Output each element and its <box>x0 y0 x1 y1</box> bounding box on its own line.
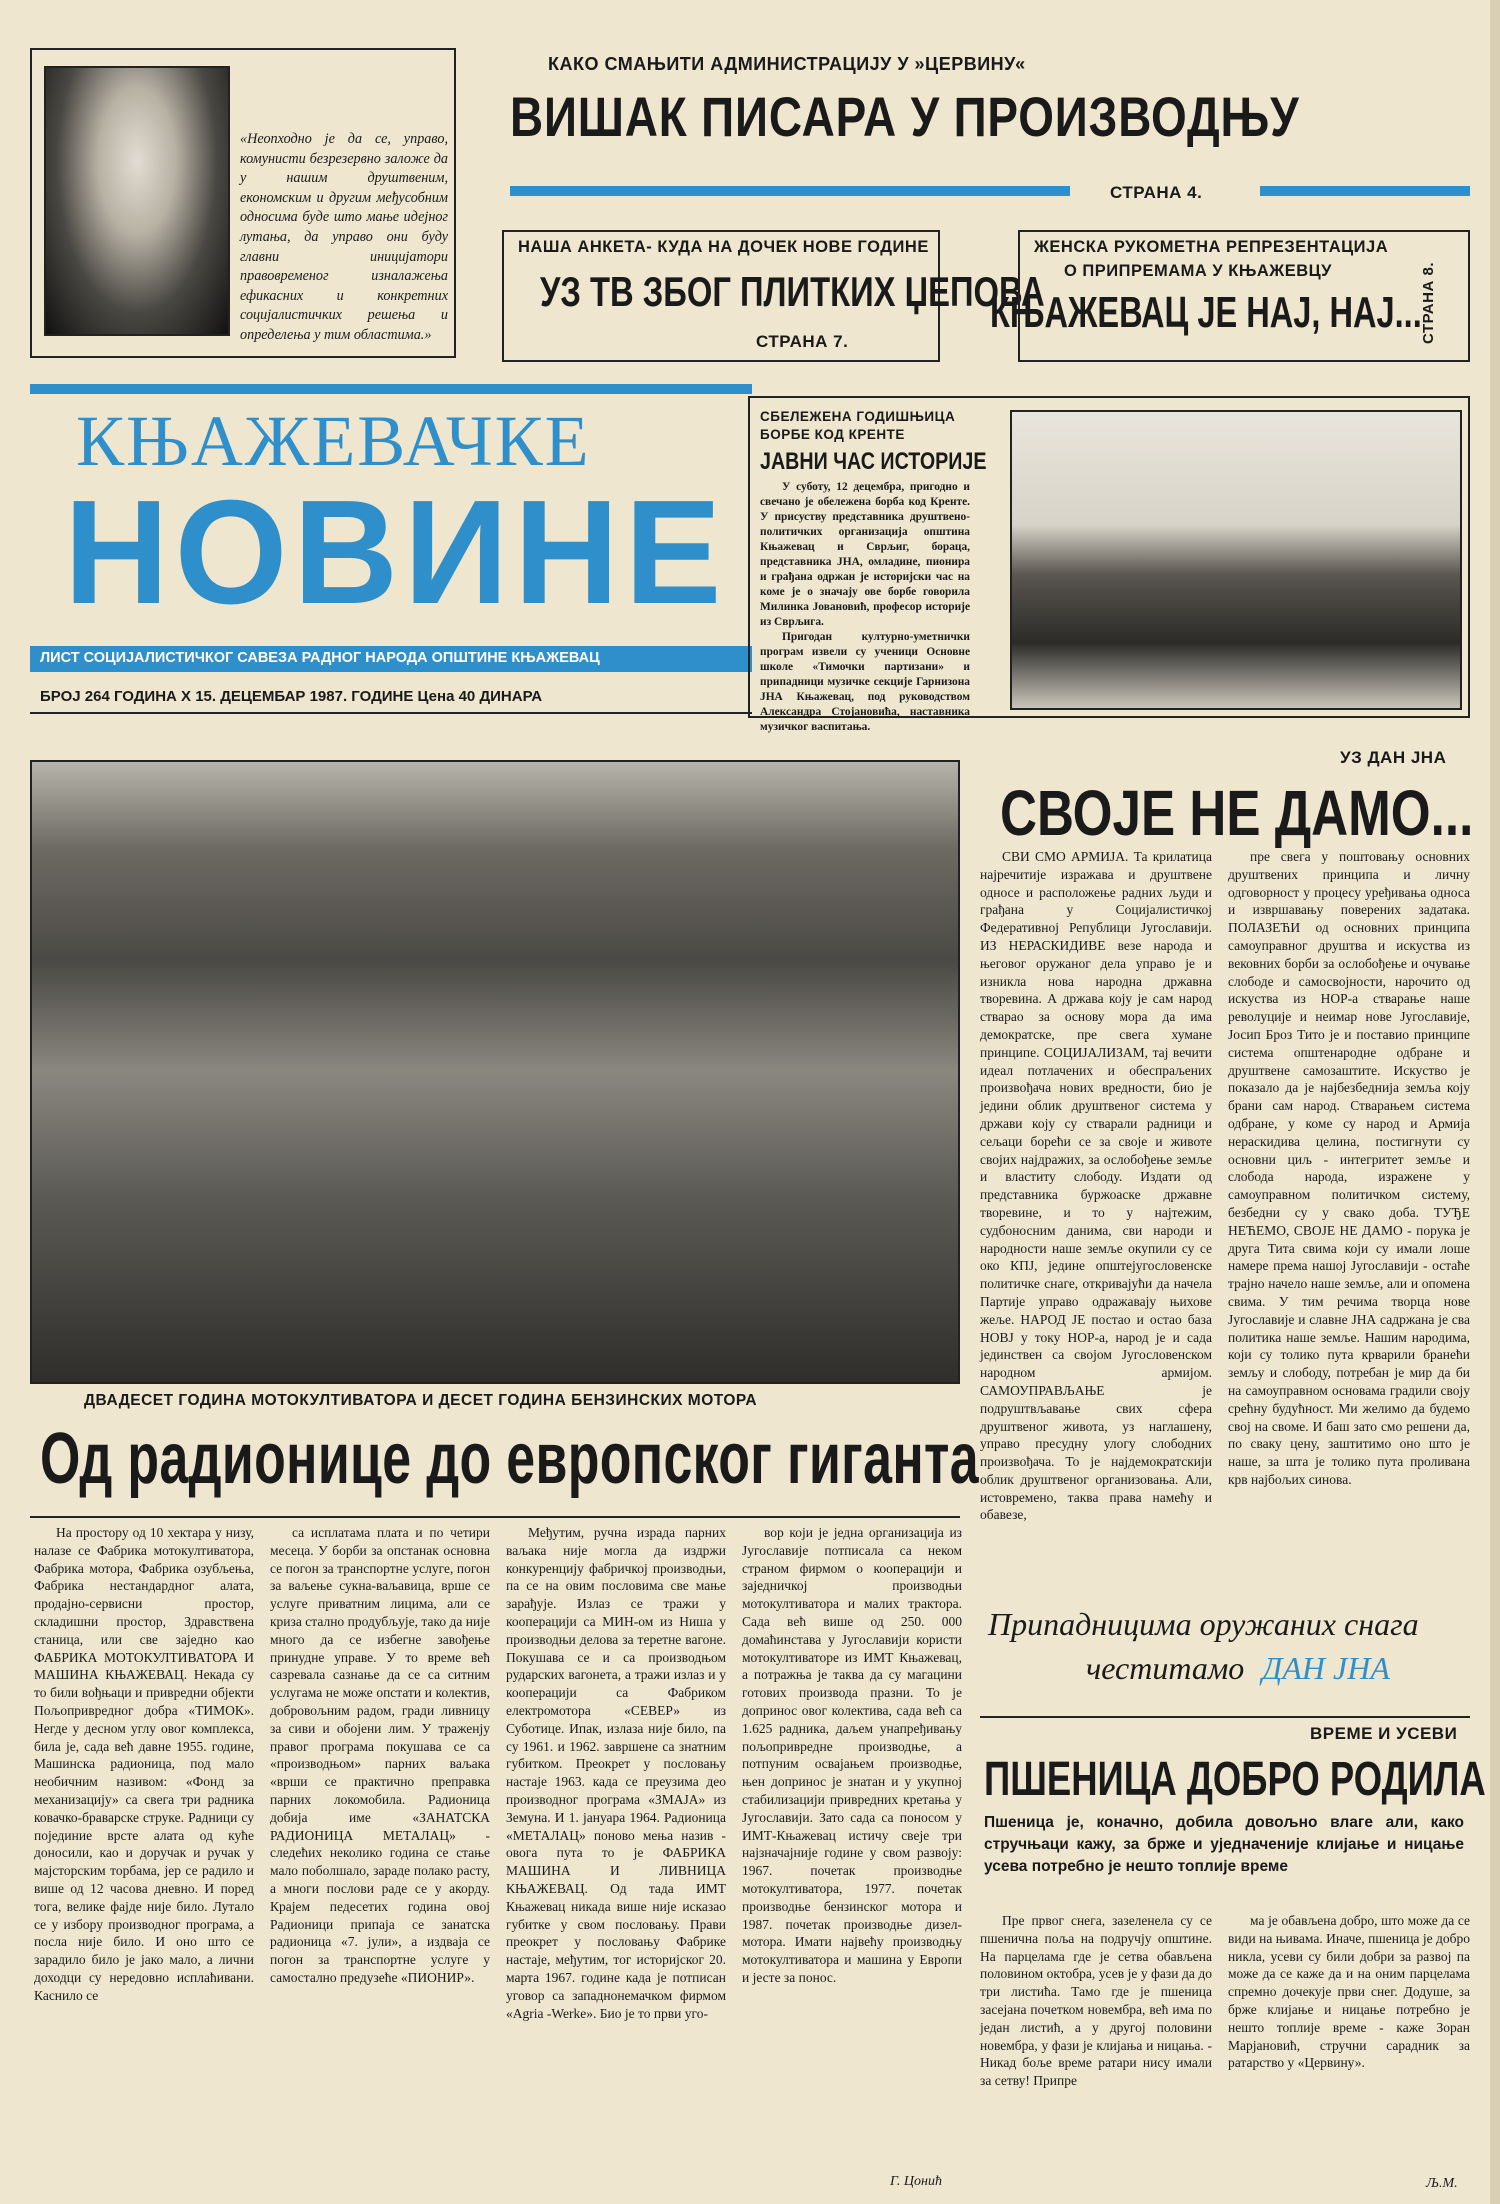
wheat-top-rule <box>980 1716 1470 1718</box>
history-photo <box>1010 410 1462 710</box>
jna-title: СВОЈЕ НЕ ДАМО... <box>1000 777 1474 849</box>
factory-author: Г. Цонић <box>890 2174 942 2189</box>
greeting-line2: честитамо <box>1086 1650 1245 1686</box>
history-body-p2: Пригодан културно-уметнички програм извели су ученици Основне школе «Тимочки партизани» и припадници музичке секције Гарнизона ЈНА Књажевац, под руководством Александра Стојановића, наставника музичког васпитања. <box>760 631 970 733</box>
teaser-handball-title: КЊАЖЕВАЦ ЈЕ НАЈ, НАЈ... <box>990 288 1422 337</box>
wheat-title: ПШЕНИЦА ДОБРО РОДИЛА <box>984 1753 1486 1806</box>
headline-top-bar-right <box>1260 186 1470 196</box>
jna-col-2 <box>1228 848 1470 1574</box>
jna-col-2-text: пре свега у поштовању основних друштвених принципа и личну одговорност у процесу уређивања односа и извршавању поверених задатака. ПОЛАЗЕЋИ од основних принципа самоуправног друштва и искуства из вековних борби за ослобођење и очување слободе и самосвојности, нарочито од искуства из НОР-а стварање наше револуције и неимар нове Југославије, Јосип Броз Тито је и поставио принципе система општенародне одбране и друштвене самозаштите. Искуство је показало да је најбезбеднија земља коју брани сам народ. Стварањем система одбране, у коме су народ и Армија нераскидива целина, постигнути су основни циљ - интегритет земље и слобода народа, изражене у самоуправном политичком систему, безбедни су у свако доба. ТУЂЕ НЕЋЕМО, СВОЈЕ НЕ ДАМО - порука је друга Тита свима који су имали лоше намере према нашој Југославији - остаће трајно начело наше земље, али и опомена свима. У тим речима творца нове Југославије и славне ЈНА садржана је сва политика наше земље. Нашим народима, који су толико пута крварили бранећи земљу и слободу, потребан је мир да би на самоуправном основама градили своју срећну будућност. Ми желимо да будемо свој на своме. И баш зато смо решени да, по сваку цену, заштитимо оно што је наше, за шта је толико пута проливана крв најбољих синова. <box>1228 849 1470 1487</box>
wheat-col-2-text: ма је обављена добро, што може да се види на њивама. Иначе, пшеница је добро никла, усеви су били добри за развој па може да се каже да и на оним парцелама спремно дочекује први снег. Додуше, за брже клијање и ницање потребно је нешто топлије време - каже Зоран Марјановић, стручни сарадник за ратарство у «Цервину». <box>1228 1913 1470 2071</box>
factory-col-2 <box>270 1524 490 2196</box>
teaser-tv-kicker: НАША АНКЕТА- КУДА НА ДОЧЕК НОВЕ ГОДИНЕ <box>518 238 929 256</box>
greeting-highlight: ДАН ЈНА <box>1262 1650 1390 1686</box>
masthead-subtitle: ЛИСТ СОЦИЈАЛИСТИЧКОГ САВЕЗА РАДНОГ НАРОДА ОПШТИНЕ КЊАЖЕВАЦ <box>40 650 600 666</box>
history-body <box>760 480 970 733</box>
factory-col-1 <box>34 1524 254 2196</box>
factory-caption: ДВАДЕСЕТ ГОДИНА МОТОКУЛТИВАТОРА И ДЕСЕТ ГОДИНА БЕНЗИНСКИХ МОТОРА <box>84 1392 758 1409</box>
quote-text: «Неопходно је да се, управо, комунисти безрезервно заложе да у нашим друштвеним, економским и другим међусобним односима буде што мање идејног лутања, да управо они буду главни иницијатори правовременог изналажења ефикасних и конкретних социјалистичких решења и определења у тим областима.» <box>240 131 448 343</box>
jna-col-1-text: СВИ СМО АРМИЈА. Та крилатица најречитије изражава и друштвене односе и расположење радних људи и грађана у Социјалистичкој Федеративној Републици Југославији. ИЗ НЕРАСКИДИВЕ везе народа и његовог оружаног дела управо је и изникла нова народна државна творевина. А држава коју је сам народ стварао за основу мора да има демократске, пре свега хумане принципе. СОЦИЈАЛИЗАМ, тај вечити идеал потлачених и обеспраљених произвођача нових вредности, био је једини облик друштвеног система у држави коју су стварали радници и сељаци борећи се за своје и животе својих најдражих, за ослобођење земље и властиту слободу. Издати од представника буржоаске државне творевине, и то у најтежим, судбоносним данима, сви народи и народности наше земље окупили су се око КПЈ, једине општејугословенске политичке снаге, откривајући да начела Партије управо одражавају њихове жеље. НАРОД ЈЕ постао и остао база НОВЈ у току НОР-а, народ је и сада јединствен са својом Југословенском народном армијом. САМОУПРАВЉАЊЕ је подруштвљавање свих сфера друштвеног живота, уз наглашену, управо пресудну улогу слободних произвођача. То је најдемократскији облик друштвеног организовања. Али, истовремено, таква права намећу и обавезе, <box>980 849 1212 1523</box>
headline-top-page: СТРАНА 4. <box>1110 183 1203 202</box>
factory-col-3-text: Међутим, ручна израда парних ваљака није могла да издржи конкуренцију фабричкој производњи, па се на овим пословима све мање зарађује. Излаз се тражи у кооперацији са МИН-ом из Ниша у производњи делова за теретне вагоне. Покушава се и са производњом рударских вагонета, а тражи излаз и у кооперацији са Фабриком електромотора «СЕВЕР» из Суботице. Ипак, излаза није било, па су 1961. и 1962. завршене са знатним губитком. Преокрет у пословању настаје 1963. када се преузима део производног програма «ЗМАЈА» из Земуна. И 1. јануара 1964. Радионица «МЕТАЛАЦ» поново мења назив - овога пута то је ФАБРИКА МАШИНА И ЛИВНИЦА КЊАЖЕВАЦ. Од тада ИМТ Књажевац никада више није исказао губитке у свом пословању. Прави преокрет у пословању Фабрике настаје, међутим, тог историјског 20. марта 1967. године када је потписан уговор са западнонемачком фирмом «Agria -Werke». Био је то први уго- <box>506 1525 726 2021</box>
wheat-col-2 <box>1228 1912 1470 2162</box>
factory-title: Од радионице до европског гиганта <box>40 1419 979 1499</box>
wheat-author: Љ.М. <box>1426 2176 1458 2191</box>
teaser-tv-page: СТРАНА 7. <box>756 332 849 351</box>
masthead-title-main: НОВИНЕ <box>64 470 728 635</box>
factory-col-4-text: вор који је једна организација из Југославије потписала са неком страном фирмом о кооперацији и заједничкој производњи мотокултиватора и малих трактора. Сада већ више од 250. 000 домаћинстава у Југославији користи мотокултиваторе из ИМТ Књажевац, а потражња је таква да су магацини готових производа празни. То је допринос овог колектива, сада већ са 1.625 радника, даљем унапређивању пољопривредне производње, а потпуним осваjањем производње, њен допринос је знатан и у укупној стабилизацији привредних кретања у Југославији. Зато сада са поносом у ИМТ-Књажевац истичу свеје три најзначајније године у свом развоју: 1967. почетак производње мотокултиватора, 1977. почетак производње бензинског мотора и 1987. почетак производње дизел-мотора. Имати највећу производњу мотокултиватора и машина у Европи и јесте за понос. <box>742 1525 962 1985</box>
teaser-handball-kicker1: ЖЕНСКА РУКОМЕТНА РЕПРЕЗЕНТАЦИЈА <box>1034 238 1389 256</box>
masthead-title-top: КЊАЖЕВАЧКЕ <box>76 401 591 481</box>
jna-col-1 <box>980 848 1212 1574</box>
jna-kicker: УЗ ДАН ЈНА <box>1340 748 1447 767</box>
headline-top-kicker: КАКО СМАЊИТИ АДМИНИСТРАЦИЈУ У »ЦЕРВИНУ« <box>548 54 1026 74</box>
masthead-issue-line: БРОЈ 264 ГОДИНА Х 15. ДЕЦЕМБАР 1987. ГОДИНЕ Цена 40 ДИНАРА <box>40 688 543 705</box>
page-edge <box>1490 0 1500 2204</box>
factory-col-3 <box>506 1524 726 2196</box>
history-kicker: СБЕЛЕЖЕНА ГОДИШЊИЦА БОРБЕ КОД КРЕНТЕ <box>760 409 956 442</box>
history-body-p1: У суботу, 12 децембра, пригодно и свечано је обележена борба код Кренте. У присуству представника друштвено-политичких организација општина Књажевац и Сврљиг, бораца, представника ЈНА, омладине, пионира и грађана одржан је историјски час на коме је о значају ове борбе говорила Милинка Јовановић, професор историје из Сврљига. <box>760 481 970 628</box>
wheat-col-1-text: Пре првог снега, зазеленела су се пшенична поља на подручју општине. На парцелама где је сетва обављена половином октобра, усев је у фази да до три листића. Тамо где је пшеница засејана почетком новембра, већ има по један листић, а у другој половини новембра, у фази је клијања и ницања. - Никад боље време ратари нису имали за сетву! Припре <box>980 1913 1212 2089</box>
factory-col-4 <box>742 1524 962 2164</box>
teaser-tv-title: УЗ ТВ ЗБОГ ПЛИТКИХ ЏЕПОВА <box>540 268 1045 315</box>
factory-col-2-text: са исплатама плата и по четири месеца. У борби за опстанак основна се погон за транспортне услуге, погон за ваљење сукна-ваљавица, врше се услуге приватним лицима, али се криза стално продубљује, тако да није много да се избегне завођење принудне управе. У то време већ сазревала сазнање да се са ситним услугама не може опстати и колектив, добровољним радом, гради ливницу за сиви и обојени лим. У траженју правог програма покушава се са «производњом» парних ваљака «врши се практично преправка парних локомобила. Радионица добија име «ЗАНАТСКА РАДИОНИЦА МЕТАЛАЦ» - следећих неколико година се стање мало поболшало, зараде полако расту, а многи послови раде се у акорду. Крајем педесетих година овој Радионици припаја се занатска радионица «7. јули», а издваја се погон за транспортне услуге у самостално предузеће «ПИОНИР». <box>270 1525 490 1985</box>
factory-rule <box>30 1516 960 1518</box>
wheat-col-1 <box>980 1912 1212 2162</box>
headline-top-bar <box>510 186 1070 196</box>
wheat-kicker: ВРЕМЕ И УСЕВИ <box>1310 1724 1458 1743</box>
teaser-handball-page: СТРАНА 8. <box>1420 262 1437 344</box>
greeting-line1: Припадницима оружаних снага <box>988 1606 1419 1642</box>
portrait-photo <box>44 66 230 336</box>
factory-photo <box>30 760 960 1384</box>
headline-top-title: ВИШАК ПИСАРА У ПРОИЗВОДЊУ <box>510 85 1300 148</box>
teaser-handball-kicker2: О ПРИПРЕМАМА У КЊАЖЕВЦУ <box>1064 262 1332 280</box>
history-title: ЈАВНИ ЧАС ИСТОРИЈЕ <box>760 448 987 475</box>
factory-col-1-text: На простору од 10 хектара у низу, налазе се Фабрика мотокултиватора, Фабрика мотора, Фабрика озубљења, Фабрика нестандардног алата, продајно-сервисни простор, складишни простор, Здравствена станица, или све заједно као ФАБРИКА МОТОКУЛТИВАТОРА И МАШИНА КЊАЖЕВАЦ. Некада су то били вођњаци и привредни објекти Пољопривредног добра «ТИМОК». Негде у десном углу овог комплекса, била је, сада већ давне 1955. године, Машинска радионица, под мало необичним називом: «Фонд за механизацију» са свега три радника ковачко-браварске струке. Радници су појединие врсте алата од куће доносили, као и доручак и ручак у мајсторским торбама, јер се радило и више од 12 часова дневно. И поред тога, велике фајде није било. Лутало се у избору производног програма, а посла није било. И оно што се зарадило било је јако мало, а лични доходци су нередовно исплаћивани. Каснило се <box>34 1525 254 2003</box>
wheat-lead: Пшеница је, коначно, добила довољно влаге али, како стручњаци кажу, за брже и уједначеније клијање и ницање усева потребно је нешто топлије време <box>984 1814 1464 1875</box>
